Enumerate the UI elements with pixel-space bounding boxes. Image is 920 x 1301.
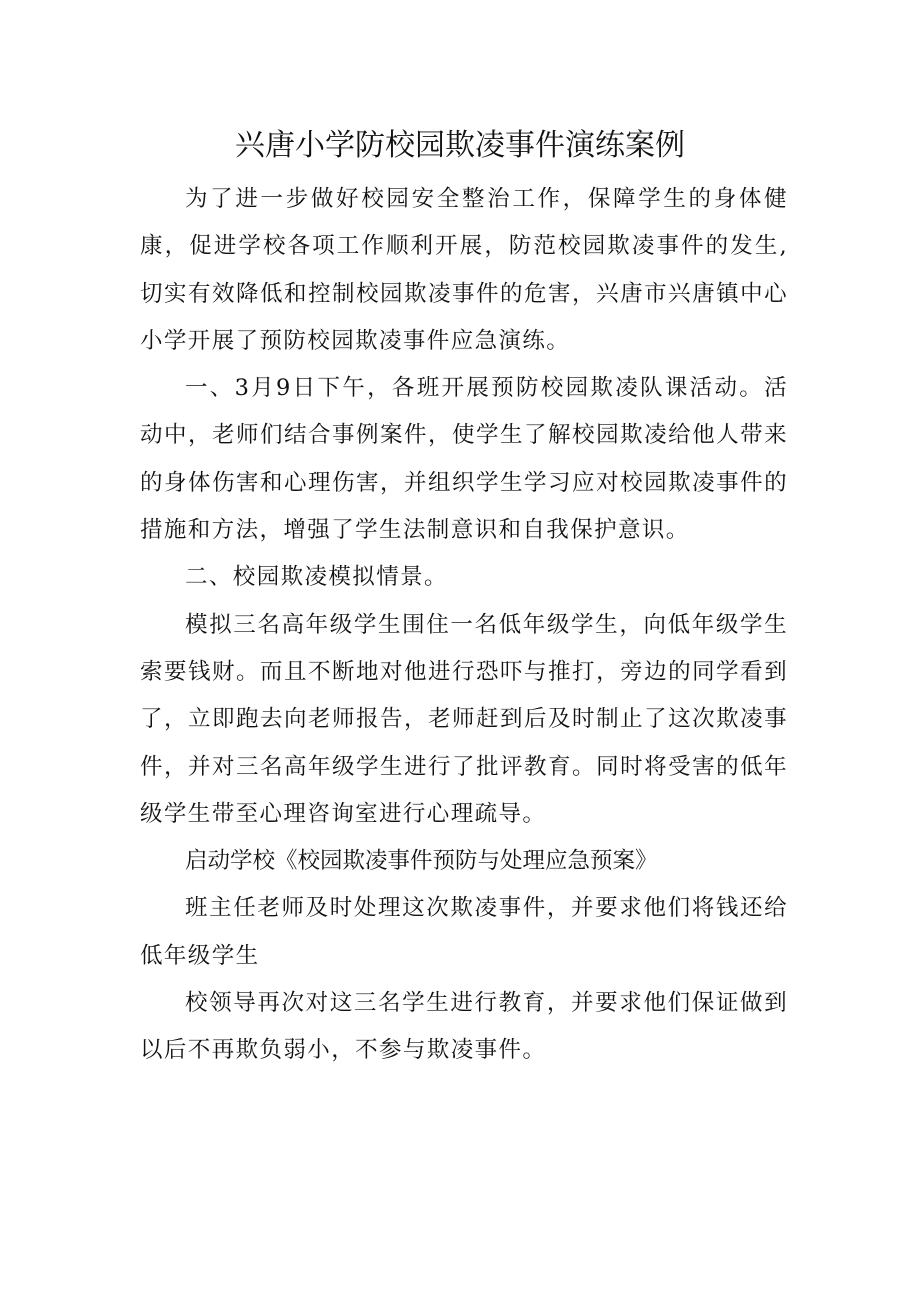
- paragraph-section-1: 一、3月9日下午，各班开展预防校园欺凌队课活动。活动中，老师们结合事例案件，使学生了解校园欺凌给他人带来的身体伤害和心理伤害，并组织学生学习应对校园欺凌事件的措施和方法，增强了学生法制意识和自我保护意识。: [140, 375, 788, 544]
- paragraph-activate-plan: 启动学校《校园欺凌事件预防与处理应急预案》: [185, 848, 658, 875]
- paragraph-intro: 为了进一步做好校园安全整治工作，保障学生的身体健康，促进学校各项工作顺利开展，防范校园欺凌事件的发生,切实有效降低和控制校园欺凌事件的危害，兴唐市兴唐镇中心小学开展了预防校园欺凌事件应急演练。: [140, 186, 788, 354]
- paragraph-teacher-handling: 班主任老师及时处理这次欺凌事件，并要求他们将钱还给低年级学生: [140, 895, 788, 969]
- paragraph-simulation: 模拟三名高年级学生围住一名低年级学生，向低年级学生索要钱财。而且不断地对他进行恐吓与推打，旁边的同学看到了，立即跑去向老师报告，老师赶到后及时制止了这次欺凌事件，并对三名高年级学生进行了批评教育。同时将受害的低年级学生带至心理咨询室进行心理疏导。: [140, 611, 788, 827]
- paragraph-leadership-education: 校领导再次对这三名学生进行教育，并要求他们保证做到以后不再欺负弱小，不参与欺凌事件。: [140, 990, 788, 1064]
- document-title: 兴唐小学防校园欺凌事件演练案例: [235, 128, 685, 163]
- paragraph-section-2-heading: 二、校园欺凌模拟情景。: [185, 564, 448, 591]
- document-body: [140, 176, 788, 1075]
